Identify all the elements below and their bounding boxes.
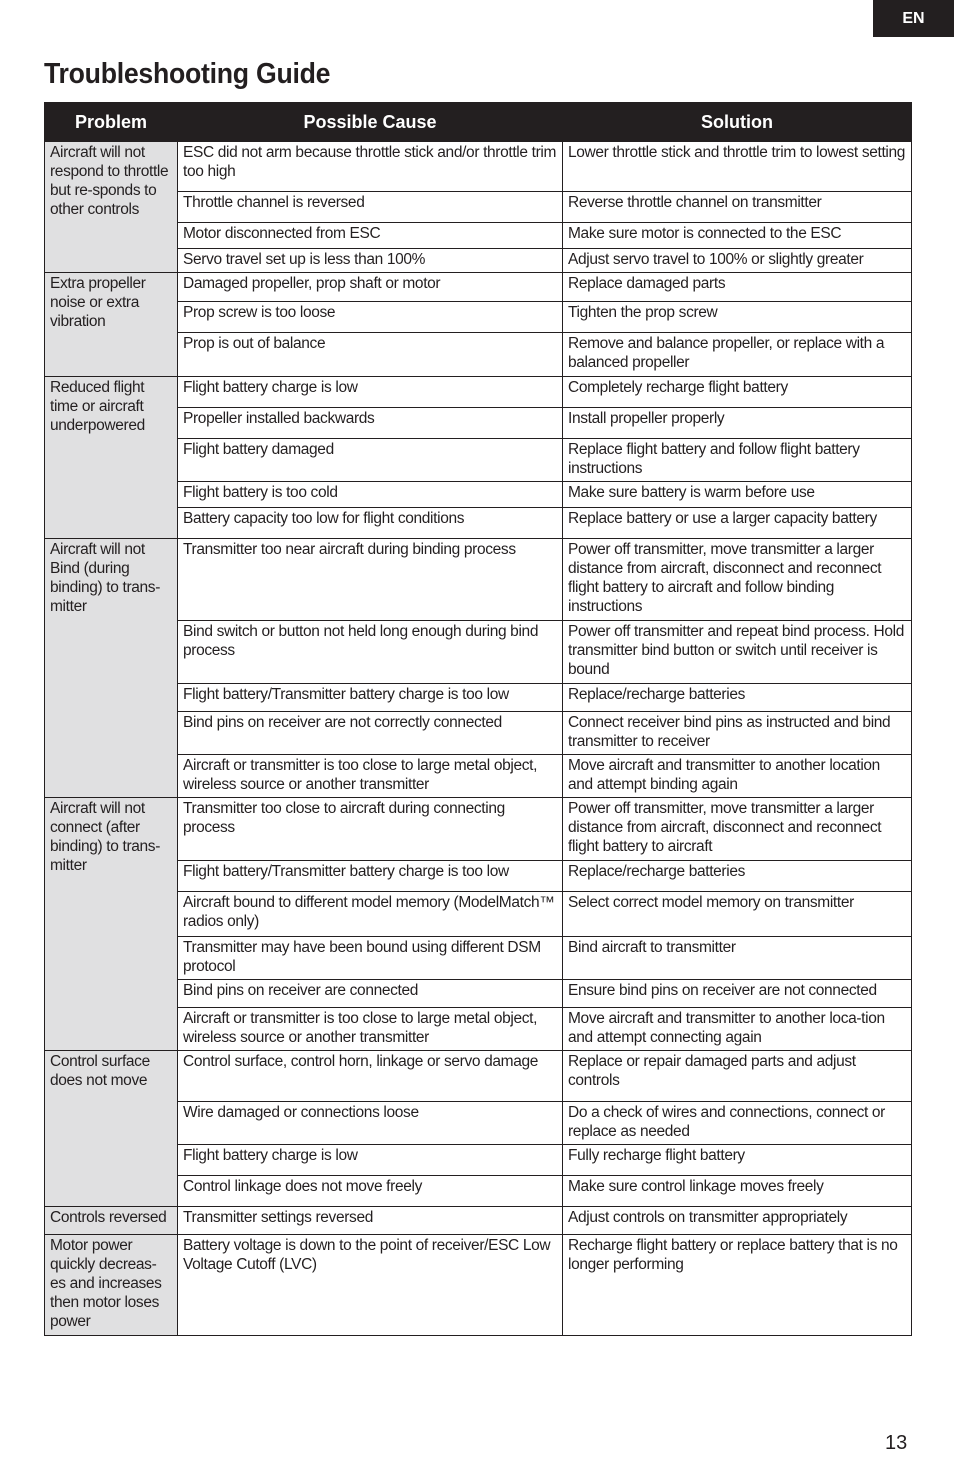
table-row — [45, 1235, 912, 1336]
solution-text: Adjust controls on transmitter appropriately — [568, 1209, 848, 1226]
cause-text: Bind pins on receiver are connected — [183, 982, 419, 999]
table-row — [45, 273, 912, 302]
solution-text: Install propeller properly — [568, 410, 725, 427]
troubleshooting-table — [44, 102, 912, 1336]
solution-cell — [563, 712, 912, 755]
cause-text: Bind pins on receiver are not correctly connected — [183, 714, 502, 731]
cause-text: Throttle channel is reversed — [183, 194, 365, 211]
cause-text: Battery capacity too low for flight conditions — [183, 510, 465, 527]
cause-cell — [178, 377, 563, 408]
cause-cell — [178, 508, 563, 539]
solution-cell — [563, 1145, 912, 1176]
table-body — [45, 142, 912, 1336]
page-title: Troubleshooting Guide — [44, 58, 331, 90]
cause-text: Transmitter settings reversed — [183, 1209, 373, 1226]
cause-cell — [178, 755, 563, 798]
problem-cell — [45, 1051, 178, 1207]
cause-text: Damaged propeller, prop shaft or motor — [183, 275, 441, 292]
solution-text: Recharge flight battery or replace battery that is no longer performing — [568, 1237, 898, 1273]
problem-text: Aircraft will not Bind (during binding) to trans-mitter — [50, 541, 161, 615]
cause-cell — [178, 621, 563, 684]
cause-text: Flight battery is too cold — [183, 484, 338, 501]
solution-cell — [563, 142, 912, 192]
solution-text: Fully recharge flight battery — [568, 1147, 745, 1164]
table-row — [45, 539, 912, 621]
solution-cell — [563, 892, 912, 937]
cause-cell — [178, 249, 563, 273]
cause-text: Flight battery damaged — [183, 441, 334, 458]
solution-text: Select correct model memory on transmitter — [568, 894, 854, 911]
solution-cell — [563, 333, 912, 377]
cause-cell — [178, 1235, 563, 1336]
cause-text: Flight battery charge is low — [183, 379, 358, 396]
solution-cell — [563, 482, 912, 508]
table-row — [45, 798, 912, 861]
solution-text: Replace/recharge batteries — [568, 686, 746, 703]
cause-cell — [178, 980, 563, 1008]
solution-cell — [563, 755, 912, 798]
cause-cell — [178, 539, 563, 621]
cause-text: ESC did not arm because throttle stick and/or throttle trim too high — [183, 144, 557, 180]
solution-text: Move aircraft and transmitter to another location and attempt binding again — [568, 757, 880, 793]
solution-cell — [563, 621, 912, 684]
problem-cell — [45, 1207, 178, 1235]
cause-cell — [178, 408, 563, 439]
problem-cell — [45, 273, 178, 377]
solution-text: Lower throttle stick and throttle trim to lowest setting — [568, 144, 906, 161]
solution-text: Make sure control linkage moves freely — [568, 1178, 824, 1195]
problem-text: Aircraft will not connect (after binding) to trans-mitter — [50, 800, 161, 874]
solution-text: Reverse throttle channel on transmitter — [568, 194, 822, 211]
solution-cell — [563, 273, 912, 302]
cause-text: Motor disconnected from ESC — [183, 225, 381, 242]
solution-cell — [563, 302, 912, 333]
cause-cell — [178, 892, 563, 937]
cause-cell — [178, 192, 563, 223]
cause-text: Aircraft bound to different model memory (ModelMatch™ radios only) — [183, 894, 555, 930]
cause-text: Bind switch or button not held long enough during bind process — [183, 623, 539, 659]
solution-text: Replace damaged parts — [568, 275, 726, 292]
cause-cell — [178, 1145, 563, 1176]
cause-cell — [178, 273, 563, 302]
solution-cell — [563, 980, 912, 1008]
table-header-row — [45, 103, 912, 142]
cause-text: Transmitter too close to aircraft during connecting process — [183, 800, 505, 836]
problem-cell — [45, 798, 178, 1051]
cause-cell — [178, 1207, 563, 1235]
solution-text: Move aircraft and transmitter to another loca-tion and attempt connecting again — [568, 1010, 885, 1046]
solution-cell — [563, 1207, 912, 1235]
cause-cell — [178, 798, 563, 861]
cause-text: Transmitter too near aircraft during binding process — [183, 541, 516, 558]
solution-text: Make sure motor is connected to the ESC — [568, 225, 842, 242]
solution-cell — [563, 798, 912, 861]
solution-text: Do a check of wires and connections, connect or replace as needed — [568, 1104, 885, 1140]
problem-text: Controls reversed — [50, 1209, 167, 1226]
cause-text: Control surface, control horn, linkage or servo damage — [183, 1053, 539, 1070]
solution-cell — [563, 684, 912, 712]
solution-text: Replace battery or use a larger capacity battery — [568, 510, 877, 527]
cause-text: Transmitter may have been bound using different DSM protocol — [183, 939, 541, 975]
solution-text: Remove and balance propeller, or replace with a balanced propeller — [568, 335, 885, 371]
solution-cell — [563, 377, 912, 408]
cause-cell — [178, 712, 563, 755]
cause-text: Flight battery/Transmitter battery charge is too low — [183, 686, 509, 703]
problem-cell — [45, 377, 178, 539]
table-row — [45, 142, 912, 192]
problem-text: Aircraft will not respond to throttle but re-sponds to other controls — [50, 144, 169, 218]
solution-text: Power off transmitter, move transmitter a larger distance from aircraft, disconnect and reconnect flight battery to aircraft — [568, 800, 882, 855]
cause-text: Battery voltage is down to the point of receiver/ESC Low Voltage Cutoff (LVC) — [183, 1237, 551, 1273]
solution-text: Completely recharge flight battery — [568, 379, 788, 396]
solution-text: Make sure battery is warm before use — [568, 484, 815, 501]
cause-text: Prop is out of balance — [183, 335, 326, 352]
solution-text: Ensure bind pins on receiver are not connected — [568, 982, 877, 999]
solution-cell — [563, 1235, 912, 1336]
table-row — [45, 1051, 912, 1102]
solution-cell — [563, 937, 912, 980]
table-row — [45, 377, 912, 408]
cause-cell — [178, 223, 563, 249]
cause-text: Servo travel set up is less than 100% — [183, 251, 426, 268]
cause-text: Propeller installed backwards — [183, 410, 375, 427]
cause-cell — [178, 1176, 563, 1207]
solution-text: Tighten the prop screw — [568, 304, 718, 321]
solution-cell — [563, 439, 912, 482]
solution-text: Bind aircraft to transmitter — [568, 939, 736, 956]
cause-cell — [178, 1051, 563, 1102]
cause-text: Flight battery charge is low — [183, 1147, 358, 1164]
cause-text: Prop screw is too loose — [183, 304, 336, 321]
header-solution: Solution — [563, 103, 912, 142]
solution-text: Adjust servo travel to 100% or slightly greater — [568, 251, 864, 268]
solution-cell — [563, 508, 912, 539]
cause-cell — [178, 1102, 563, 1145]
solution-cell — [563, 539, 912, 621]
problem-text: Reduced flight time or aircraft underpowered — [50, 379, 145, 434]
solution-cell — [563, 1051, 912, 1102]
cause-cell — [178, 333, 563, 377]
cause-text: Wire damaged or connections loose — [183, 1104, 419, 1121]
page-number: 13 — [885, 1432, 908, 1454]
problem-cell — [45, 539, 178, 798]
cause-text: Flight battery/Transmitter battery charge is too low — [183, 863, 509, 880]
cause-cell — [178, 937, 563, 980]
header-problem: Problem — [45, 103, 178, 142]
cause-cell — [178, 302, 563, 333]
solution-text: Replace flight battery and follow flight battery instructions — [568, 441, 860, 477]
solution-text: Replace/recharge batteries — [568, 863, 746, 880]
solution-cell — [563, 249, 912, 273]
cause-text: Control linkage does not move freely — [183, 1178, 422, 1195]
problem-text: Motor power quickly decreas-es and increases then motor loses power — [50, 1237, 162, 1330]
solution-cell — [563, 408, 912, 439]
solution-cell — [563, 1008, 912, 1051]
cause-cell — [178, 1008, 563, 1051]
header-possible-cause: Possible Cause — [178, 103, 563, 142]
cause-cell — [178, 684, 563, 712]
problem-text: Extra propeller noise or extra vibration — [50, 275, 146, 330]
solution-text: Connect receiver bind pins as instructed and bind transmitter to receiver — [568, 714, 891, 750]
solution-cell — [563, 1176, 912, 1207]
solution-text: Power off transmitter, move transmitter a larger distance from aircraft, disconnect and reconnect flight battery to aircraft and follow binding instructions — [568, 541, 882, 615]
solution-cell — [563, 861, 912, 892]
cause-cell — [178, 439, 563, 482]
solution-cell — [563, 1102, 912, 1145]
solution-text: Power off transmitter and repeat bind process. Hold transmitter bind button or switch until receiver is bound — [568, 623, 904, 678]
solution-text: Replace or repair damaged parts and adjust controls — [568, 1053, 856, 1089]
language-tab: EN — [873, 0, 954, 37]
cause-cell — [178, 861, 563, 892]
cause-cell — [178, 142, 563, 192]
problem-cell — [45, 142, 178, 273]
solution-cell — [563, 192, 912, 223]
problem-cell — [45, 1235, 178, 1336]
solution-cell — [563, 223, 912, 249]
problem-text: Control surface does not move — [50, 1053, 150, 1089]
cause-text: Aircraft or transmitter is too close to large metal object, wireless source or another transmitter — [183, 1010, 538, 1046]
table-row — [45, 1207, 912, 1235]
cause-cell — [178, 482, 563, 508]
cause-text: Aircraft or transmitter is too close to large metal object, wireless source or another transmitter — [183, 757, 538, 793]
